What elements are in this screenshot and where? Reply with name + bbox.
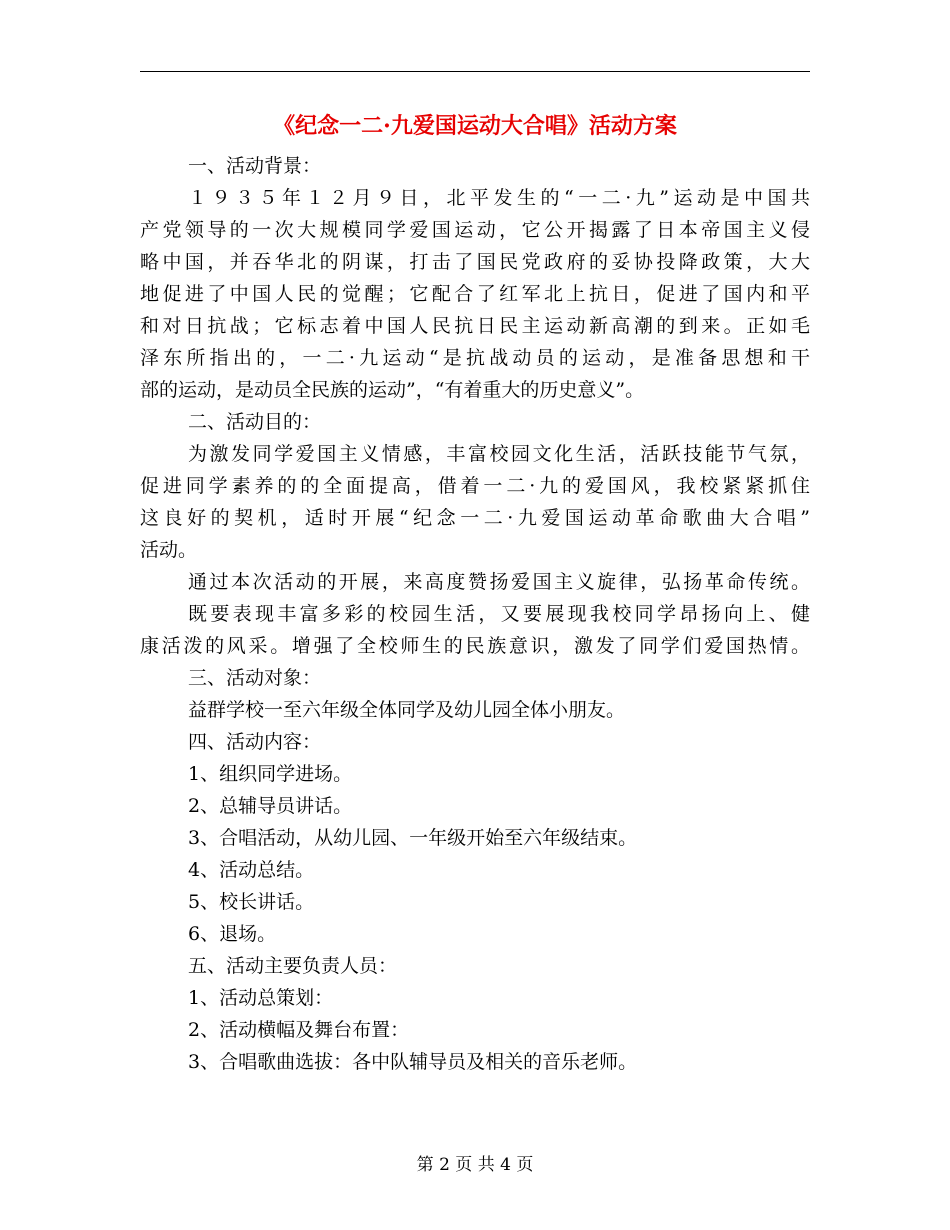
body-line: 产党领导的一次大规模同学爱国运动，它公开揭露了日本帝国主义侵: [140, 219, 810, 241]
body-line: 三、活动对象：: [188, 667, 322, 689]
body-line: 4、活动总结。: [188, 859, 315, 881]
body-line: 3、合唱活动，从幼儿园、一年级开始至六年级结束。: [188, 827, 638, 849]
body-line: 5、校长讲话。: [188, 891, 315, 913]
body-line: 1、活动总策划：: [188, 987, 334, 1009]
body-line: 和对日抗战；它标志着中国人民抗日民主运动新高潮的到来。正如毛: [140, 315, 810, 337]
body-line: 二、活动目的：: [188, 411, 322, 433]
body-line: 2、活动横幅及舞台布置：: [188, 1019, 410, 1041]
page-number-footer: 第 2 页 共 4 页: [416, 1155, 534, 1175]
body-line: １９３５年１２月９日，北平发生的“一二·九”运动是中国共: [188, 187, 810, 209]
body-line: 1、组织同学进场。: [188, 763, 353, 785]
body-line: 通过本次活动的开展，来高度赞扬爱国主义旋律，弘扬革命传统。: [188, 571, 810, 593]
body-line: 既要表现丰富多彩的校园生活，又要展现我校同学昂扬向上、健: [188, 603, 810, 625]
body-line: 一、活动背景：: [188, 155, 322, 177]
body-line: 略中国，并吞华北的阴谋，打击了国民党政府的妥协投降政策，大大: [140, 251, 810, 273]
body-line: 五、活动主要负责人员：: [188, 955, 398, 977]
body-line: 益群学校一至六年级全体同学及幼儿园全体小朋友。: [188, 699, 626, 721]
body-line: 3、合唱歌曲选拔：各中队辅导员及相关的音乐老师。: [188, 1051, 638, 1073]
body-line: 这良好的契机，适时开展“纪念一二·九爱国运动革命歌曲大合唱”: [140, 507, 810, 529]
body-line: 2、总辅导员讲话。: [188, 795, 353, 817]
body-line: 四、活动内容：: [188, 731, 322, 753]
body-line: 为激发同学爱国主义情感，丰富校园文化生活，活跃技能节气氛，: [188, 443, 810, 465]
body-line: 促进同学素养的的全面提高，借着一二·九的爱国风，我校紧紧抓住: [140, 475, 810, 497]
document-body: [140, 150, 810, 1078]
body-line: 6、退场。: [188, 923, 277, 945]
document-title: 《纪念一二·九爱国运动大合唱》活动方案: [273, 113, 677, 139]
body-line: 泽东所指出的，一二·九运动“是抗战动员的运动，是准备思想和干: [140, 347, 810, 369]
body-line: 部的运动，是动员全民族的运动”，“有着重大的历史意义”。: [140, 379, 645, 401]
header-rule: [140, 71, 810, 72]
body-line: 康活泼的风采。增强了全校师生的民族意识，激发了同学们爱国热情。: [140, 635, 810, 657]
body-line: 活动。: [140, 539, 198, 561]
body-line: 地促进了中国人民的觉醒；它配合了红军北上抗日，促进了国内和平: [140, 283, 810, 305]
